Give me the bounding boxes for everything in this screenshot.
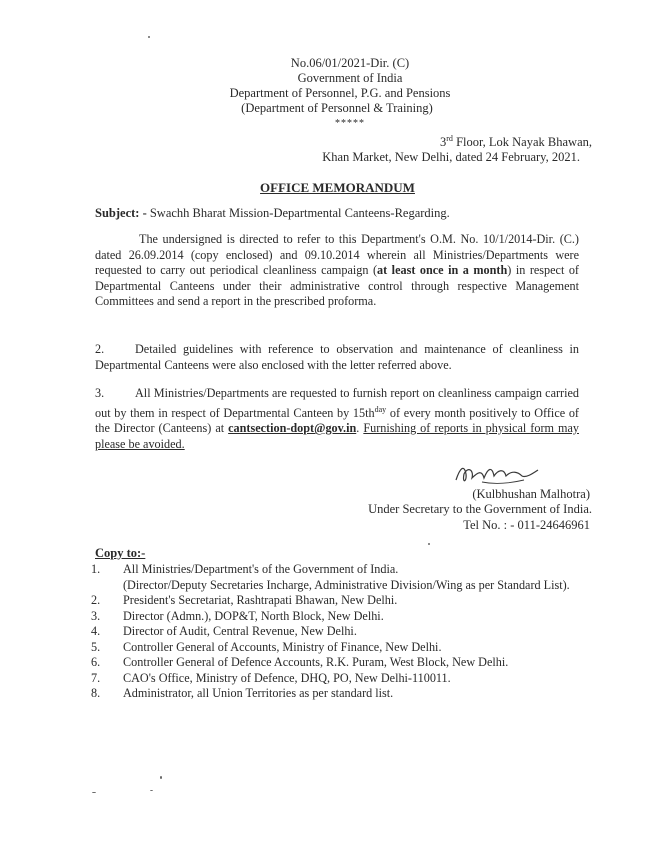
header-stars: ***** [335,118,365,129]
email-link[interactable]: cantsection-dopt@gov.in [228,421,357,436]
subject-line [95,206,450,221]
list-item: 5. Controller General of Accounts, Ministry of Finance, New Delhi. [91,639,442,654]
list-item: 2. President's Secretariat, Rashtrapati Bhawan, New Delhi. [91,593,398,607]
department-name: Department of Personnel, P.G. and Pensions [229,86,451,100]
sub-department-name: (Department of Personnel & Training) [241,101,433,115]
scan-speck [428,543,430,545]
paragraph-3: 3. All Ministries/Departments are requested to furnish report on cleanliness campaign carried out by them in respect of Departmental Canteen by $15th^{day}$ of every month positively to Office of the Director (Canteens) at cantsection-dopt@gov.in. Furnishing of reports in physical form may please be avoided. [95,386,579,451]
file-number: No.06/01/2021-Dir. (C) [290,56,410,70]
scan-speck [150,790,153,791]
list-item: 1. All Ministries/Department's of the Government of India. (Director/Deputy Secretaries Incharge, Administrative Division/Wing as per Standard List). [91,562,570,592]
list-item: 8. Administrator, all Union Territories as per standard list. [91,686,394,700]
copy-to-heading: Copy to:- [95,546,146,560]
address-line-1: 3rd Floor, Lok Nayak Bhawan, [440,134,592,150]
subject-label: Subject: - [95,206,147,220]
list-item: 4. Director of Audit, Central Revenue, New Delhi. [91,624,357,638]
paragraph-1: The undersigned is directed to refer to this Department's O.M. No. 10/1/2014-Dir. (C.) dated 26.09.2014 (copy enclosed) and 09.10.2014 wherein all Ministries/Departments were requested to carry out periodical cleanliness campaign (at least once in a month) in respect of Departmental Canteens under their administrative control through respective Management Committees and send a report in the prescribed proforma. [95,232,579,308]
signatory-designation: Under Secretary to the Government of India. [368,502,592,516]
scan-speck [160,776,162,779]
list-item: 6. Controller General of Defence Accounts, R.K. Puram, West Block, New Delhi. [91,655,509,669]
handwritten-signature [452,460,542,490]
government-name: Government of India [297,71,403,85]
address-line-2: Khan Market, New Delhi, dated 24 February, 2021. [322,150,580,164]
scan-speck [92,792,96,793]
scan-speck [148,36,150,38]
copy-to-list [91,562,591,702]
subject-text: Swachh Bharat Mission-Departmental Canteens-Regarding. [146,206,450,220]
list-item: 3. Director (Admn.), DOP&T, North Block, New Delhi. [91,608,384,623]
list-item: 7. CAO's Office, Ministry of Defence, DHQ, PO, New Delhi-110011. [91,670,451,685]
signatory-name: (Kulbhushan Malhotra) [472,487,590,501]
paragraph-2: 2. Detailed guidelines with reference to observation and maintenance of cleanliness in Departmental Canteens were also enclosed with the letter referred above. [95,342,579,372]
memo-title: OFFICE MEMORANDUM [260,180,415,195]
signatory-telephone: Tel No. : - 011-24646961 [463,518,590,532]
